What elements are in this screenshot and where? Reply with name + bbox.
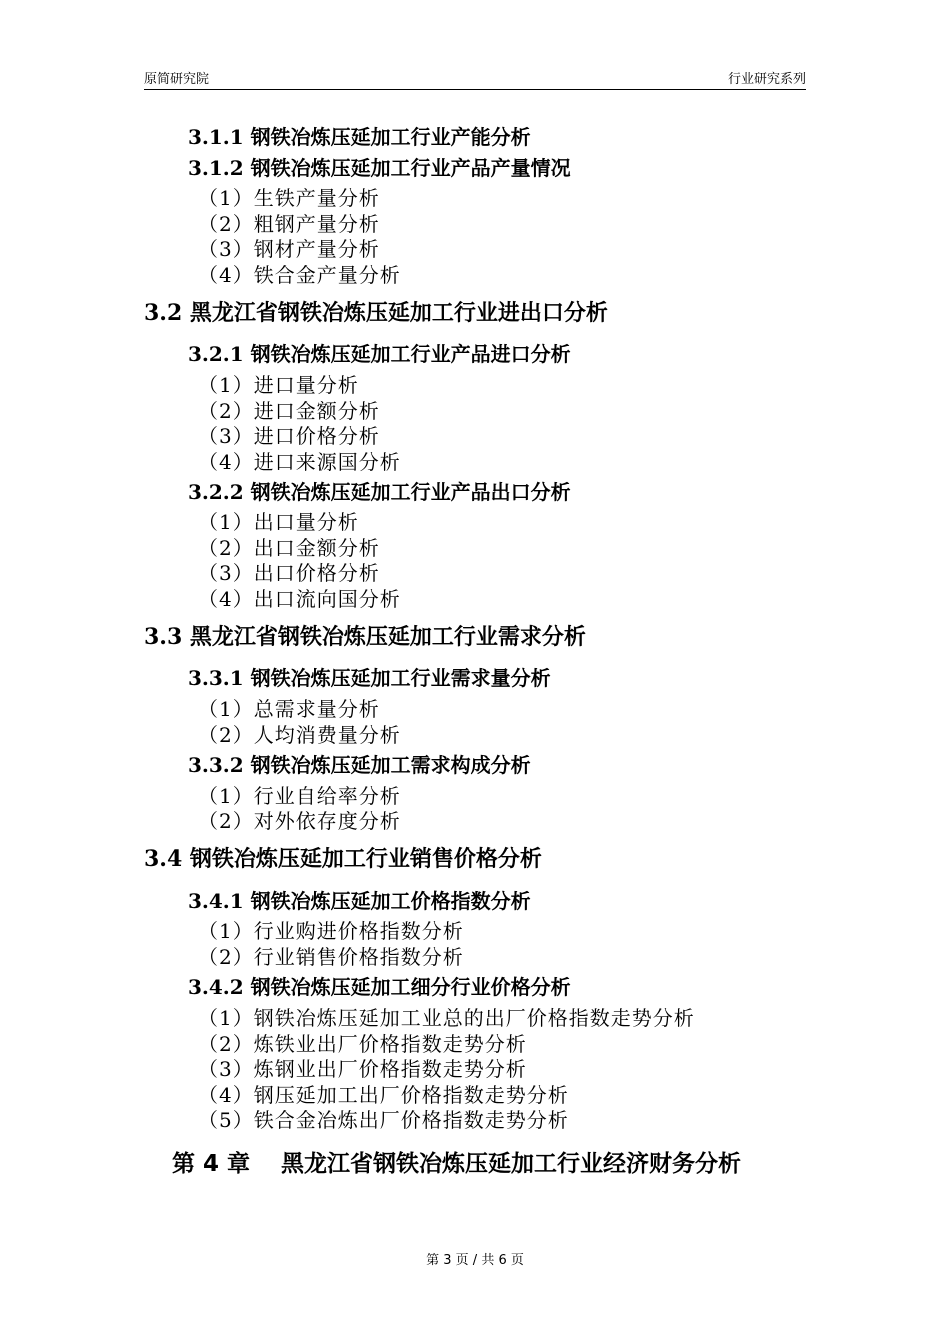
toc-item: （1）行业自给率分析 <box>198 784 401 808</box>
toc-subsection: 3.2.1 钢铁冶炼压延加工行业产品进口分析 <box>188 342 571 366</box>
header-series-name: 行业研究系列 <box>727 72 806 87</box>
header-org-name: 原简研究院 <box>144 72 210 87</box>
toc-item: （4）进口来源国分析 <box>198 450 401 474</box>
toc-subsection: 3.1.2 钢铁冶炼压延加工行业产品产量情况 <box>188 156 571 180</box>
toc-item: （3）钢材产量分析 <box>198 237 380 261</box>
page-number: 第 3 页 / 共 6 页 <box>426 1253 524 1268</box>
toc-item: （3）炼钢业出厂价格指数走势分析 <box>198 1057 527 1081</box>
toc-item: （2）粗钢产量分析 <box>198 212 380 236</box>
toc-item: （1）行业购进价格指数分析 <box>198 919 464 943</box>
toc-item: （3）出口价格分析 <box>198 561 380 585</box>
toc-subsection: 3.2.2 钢铁冶炼压延加工行业产品出口分析 <box>188 480 571 504</box>
toc-subsection: 3.3.2 钢铁冶炼压延加工需求构成分析 <box>188 753 531 777</box>
toc-item: （4）钢压延加工出厂价格指数走势分析 <box>198 1083 569 1107</box>
toc-item: （2）对外依存度分析 <box>198 809 401 833</box>
toc-subsection: 3.3.1 钢铁冶炼压延加工行业需求量分析 <box>188 666 551 690</box>
header-divider <box>144 89 806 90</box>
toc-item: （1）钢铁冶炼压延加工业总的出厂价格指数走势分析 <box>198 1006 695 1030</box>
toc-section: 3.3 黑龙江省钢铁冶炼压延加工行业需求分析 <box>144 624 586 650</box>
toc-item: （3）进口价格分析 <box>198 424 380 448</box>
toc-item: （1）总需求量分析 <box>198 697 380 721</box>
toc-chapter: 第 4 章 黑龙江省钢铁冶炼压延加工行业经济财务分析 <box>172 1151 742 1177</box>
toc-item: （4）铁合金产量分析 <box>198 263 401 287</box>
toc-subsection: 3.4.1 钢铁冶炼压延加工价格指数分析 <box>188 889 531 913</box>
toc-subsection: 3.1.1 钢铁冶炼压延加工行业产能分析 <box>188 125 531 149</box>
toc-item: （4）出口流向国分析 <box>198 587 401 611</box>
toc-item: （1）出口量分析 <box>198 510 359 534</box>
toc-item: （1）生铁产量分析 <box>198 186 380 210</box>
toc-subsection: 3.4.2 钢铁冶炼压延加工细分行业价格分析 <box>188 975 571 999</box>
toc-section: 3.4 钢铁冶炼压延加工行业销售价格分析 <box>144 846 542 872</box>
toc-item: （2）行业销售价格指数分析 <box>198 945 464 969</box>
toc-item: （2）炼铁业出厂价格指数走势分析 <box>198 1032 527 1056</box>
toc-item: （2）人均消费量分析 <box>198 723 401 747</box>
toc-item: （5）铁合金冶炼出厂价格指数走势分析 <box>198 1108 569 1132</box>
toc-item: （2）出口金额分析 <box>198 536 380 560</box>
toc-item: （2）进口金额分析 <box>198 399 380 423</box>
toc-item: （1）进口量分析 <box>198 373 359 397</box>
toc-section: 3.2 黑龙江省钢铁冶炼压延加工行业进出口分析 <box>144 300 608 326</box>
